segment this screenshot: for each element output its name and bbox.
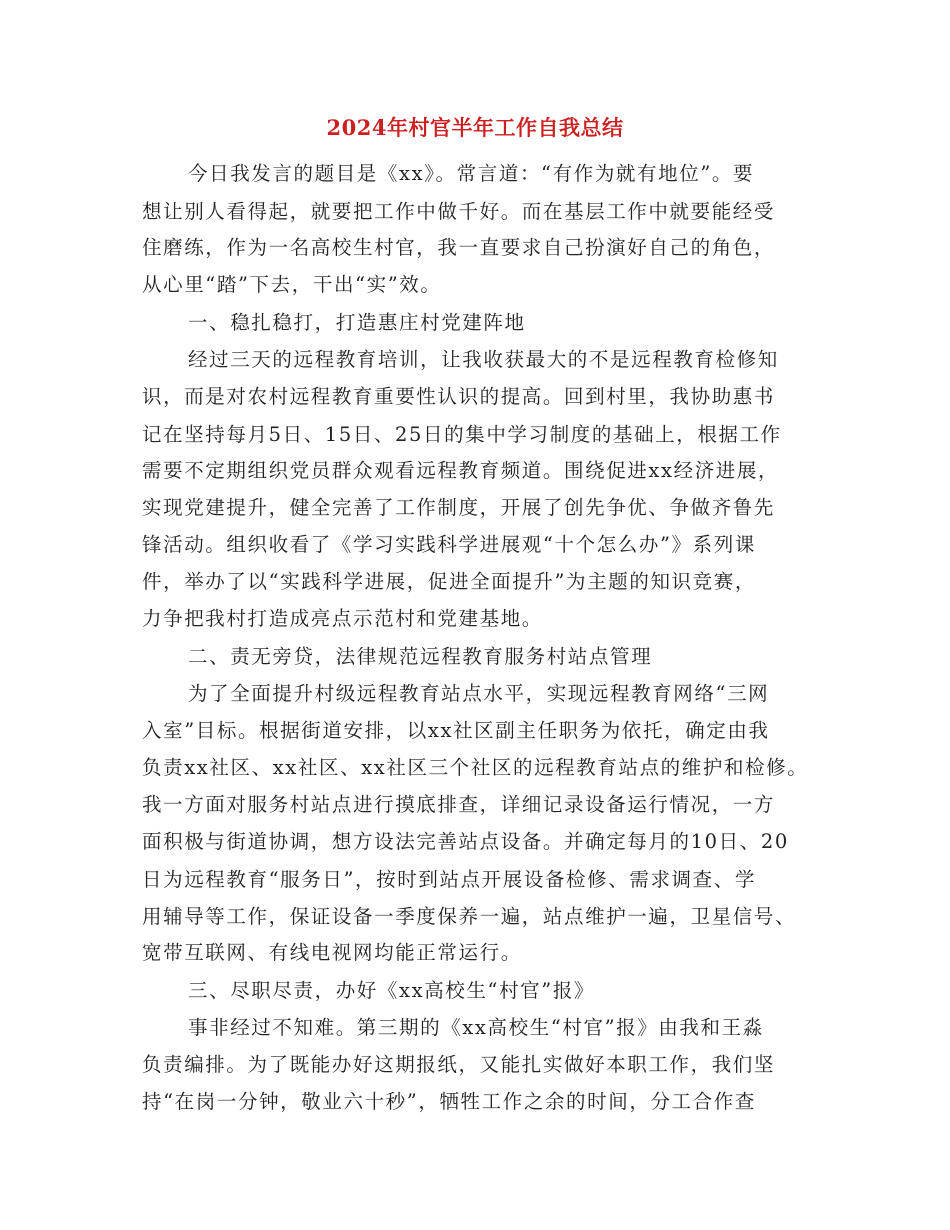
section-heading: 一、稳扎稳打，打造惠庄村党建阵地 xyxy=(188,311,526,334)
paragraph-line: 力争把我村打造成亮点示范村和党建基地。 xyxy=(142,607,543,630)
paragraph-line: 锋活动。组织收看了《学习实践科学进展观“十个怎么办”》系列课 xyxy=(142,533,756,556)
paragraph-line: 持“在岗一分钟，敬业六十秒”，牺牲工作之余的时间，分工合作查 xyxy=(142,1090,756,1113)
section-heading: 三、尽职尽责，办好《xx高校生“村官”报》 xyxy=(188,979,596,1002)
paragraph-line: 住磨练，作为一名高校生村官，我一直要求自己扮演好自己的角色， xyxy=(142,236,776,259)
paragraph-line: 从心里“踏”下去，干出“实”效。 xyxy=(142,273,442,296)
paragraph-line: 用辅导等工作，保证设备一季度保养一遍，站点维护一遍，卫星信号、 xyxy=(142,905,797,928)
document-title: 2024年村官半年工作自我总结 xyxy=(326,115,624,140)
paragraph-line: 宽带互联网、有线电视网均能正常运行。 xyxy=(142,941,522,964)
paragraph-line: 为了全面提升村级远程教育站点水平，实现远程教育网络“三网 xyxy=(188,682,770,705)
paragraph-line: 需要不定期组织党员群众观看远程教育频道。围绕促进xx经济进展， xyxy=(142,459,780,482)
section-heading: 二、责无旁贷，法律规范远程教育服务村站点管理 xyxy=(188,645,653,668)
paragraph-line: 经过三天的远程教育培训，让我收获最大的不是远程教育检修知 xyxy=(188,348,779,371)
paragraph-line: 想让别人看得起，就要把工作中做千好。而在基层工作中就要能经受 xyxy=(142,200,776,223)
paragraph-line: 面积极与街道协调，想方设法完善站点设备。并确定每月的10日、20 xyxy=(142,830,789,853)
paragraph-line: 我一方面对服务村站点进行摸底排查，详细记录设备运行情况，一方 xyxy=(142,793,776,816)
paragraph-line: 件，举办了以“实践科学进展，促进全面提升”为主题的知识竞赛， xyxy=(142,570,756,593)
paragraph-line: 入室”目标。根据街道安排，以xx社区副主任职务为依托，确定由我 xyxy=(142,719,770,742)
paragraph-line: 识，而是对农村远程教育重要性认识的提高。回到村里，我协助惠书 xyxy=(142,385,776,408)
paragraph-line: 记在坚持每月5日、15日、25日的集中学习制度的基础上，根据工作 xyxy=(142,423,782,446)
paragraph-line: 今日我发言的题目是《xx》。常言道：“有作为就有地位”。要 xyxy=(188,162,755,185)
paragraph-line: 日为远程教育“服务日”，按时到站点开展设备检修、需求调查、学 xyxy=(142,868,756,891)
paragraph-line: 负责xx社区、xx社区、xx社区三个社区的远程教育站点的维护和检修。 xyxy=(142,756,809,779)
paragraph-line: 实现党建提升，健全完善了工作制度，开展了创先争优、争做齐鲁先 xyxy=(142,496,776,519)
paragraph-line: 负责编排。为了既能办好这期报纸，又能扎实做好本职工作，我们坚 xyxy=(142,1053,776,1076)
paragraph-line: 事非经过不知难。第三期的《xx高校生“村官”报》由我和王淼 xyxy=(188,1016,764,1039)
